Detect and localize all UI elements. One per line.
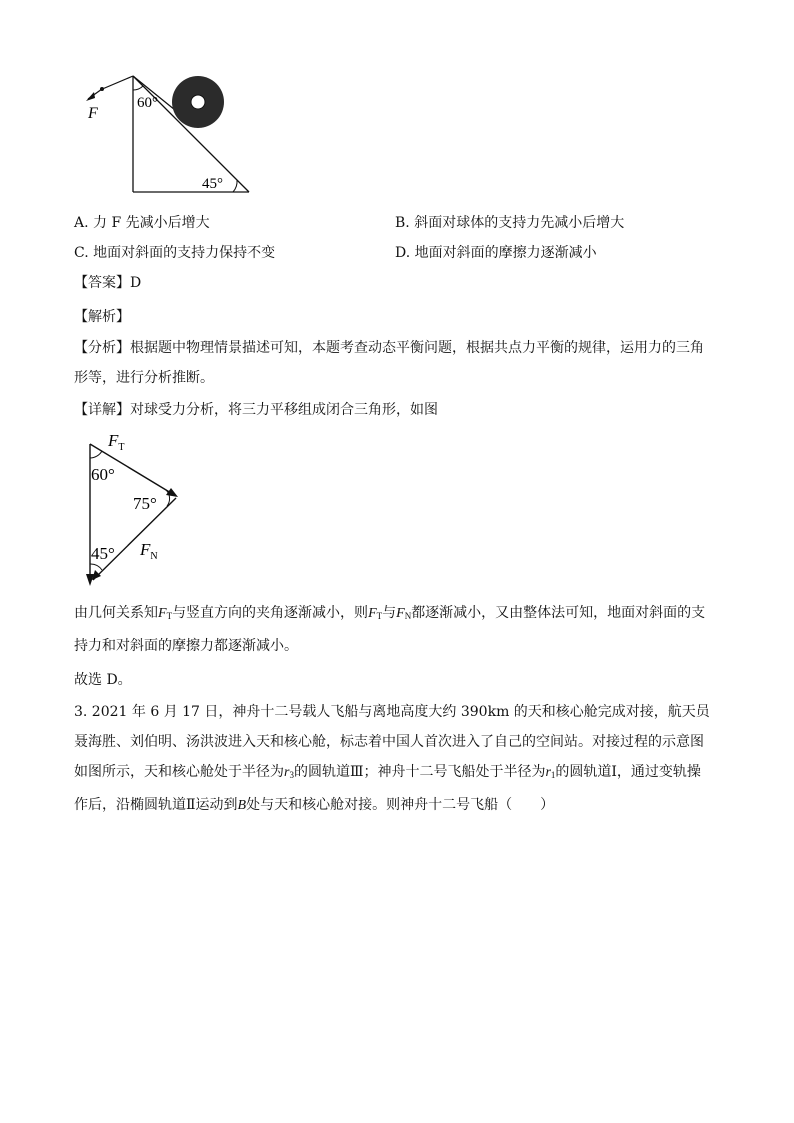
angle-60-label: 60°	[91, 465, 115, 484]
pull-rope	[100, 76, 133, 90]
detail-label: 【详解】	[74, 402, 130, 418]
fn-label: $F_N$	[140, 540, 158, 562]
angle-arc-60	[90, 451, 102, 458]
angle-45-label: 45°	[202, 176, 223, 192]
gravity-arrow-head	[86, 574, 94, 586]
conclusion-text-3: 与	[382, 605, 397, 621]
conclusion-text-2: 与竖直方向的夹角逐渐减小，则	[172, 605, 369, 621]
incline-figure	[80, 68, 260, 198]
angle-45-label: 45°	[91, 544, 115, 563]
choose-answer: 故选 D。	[74, 672, 132, 688]
detail-text: 对球受力分析，将三力平移组成闭合三角形，如图	[130, 402, 438, 418]
ft-symbol-2: $F_T$	[368, 606, 383, 621]
angle-75-label: 75°	[133, 494, 157, 513]
force-triangle-figure	[80, 428, 195, 590]
analysis-label: 【分析】	[74, 340, 130, 356]
option-a[interactable]: A. 力 F 先减小后增大	[74, 215, 210, 231]
q3-text-2: 的圆轨道Ⅲ；神舟十二号飞船处于半径为	[293, 764, 546, 780]
conclusion-paragraph	[74, 598, 714, 661]
ft-symbol: $F_T$	[158, 606, 173, 621]
ft-label: $F_T$	[108, 431, 125, 453]
r1-symbol: $r_1$	[545, 765, 556, 780]
angle-60-label: 60°	[137, 95, 158, 111]
force-arrow-head	[86, 92, 95, 101]
option-c[interactable]: C. 地面对斜面的支持力保持不变	[74, 245, 276, 261]
point-b: B	[237, 798, 247, 813]
fn-symbol: $F_N$	[396, 606, 412, 621]
analysis-paragraph	[74, 333, 714, 393]
angle-arc-45	[90, 564, 102, 570]
detail-paragraph	[74, 400, 438, 420]
angle-arc-45	[233, 180, 237, 192]
option-b[interactable]: B. 斜面对球体的支持力先减小后增大	[395, 215, 625, 231]
option-d[interactable]: D. 地面对斜面的摩擦力逐渐减小	[395, 245, 597, 261]
q3-text-3: 的圆轨道Ⅰ，通过变轨操作后，沿椭圆轨道Ⅱ运动到	[74, 764, 701, 813]
q3-text-4: 处与天和核心舱对接。则神舟十二号飞船（ ）	[246, 797, 555, 813]
analysis-text: 根据题中物理情景描述可知，本题考查动态平衡问题，根据共点力平衡的规律，运用力的三角形等，进行分析推断。	[74, 340, 704, 386]
angle-arc-60	[133, 86, 143, 90]
answer: 【答案】D	[74, 275, 142, 291]
question-3	[74, 697, 714, 821]
conclusion-text-1: 由几何关系知	[74, 605, 158, 621]
q3-text-1: 3. 2021 年 6 月 17 日，神舟十二号载人飞船与离地高度大约 390km 的天和核心舱完成对接，航天员聂海胜、刘伯明、汤洪波进入天和核心舱，标志着中国人首次进入了自己的空间站。对接过程的示意图如图所示，天和核心舱处于半径为	[74, 704, 710, 780]
conclusion-text-4: 都逐渐减小，又由整体法可知，地面对斜面的支持力和对斜面的摩擦力都逐渐减小。	[74, 605, 706, 654]
analysis-heading: 【解析】	[74, 309, 130, 325]
ball-hole	[191, 95, 205, 109]
force-label: F	[88, 105, 98, 122]
r3-symbol: $r_3$	[284, 765, 294, 780]
